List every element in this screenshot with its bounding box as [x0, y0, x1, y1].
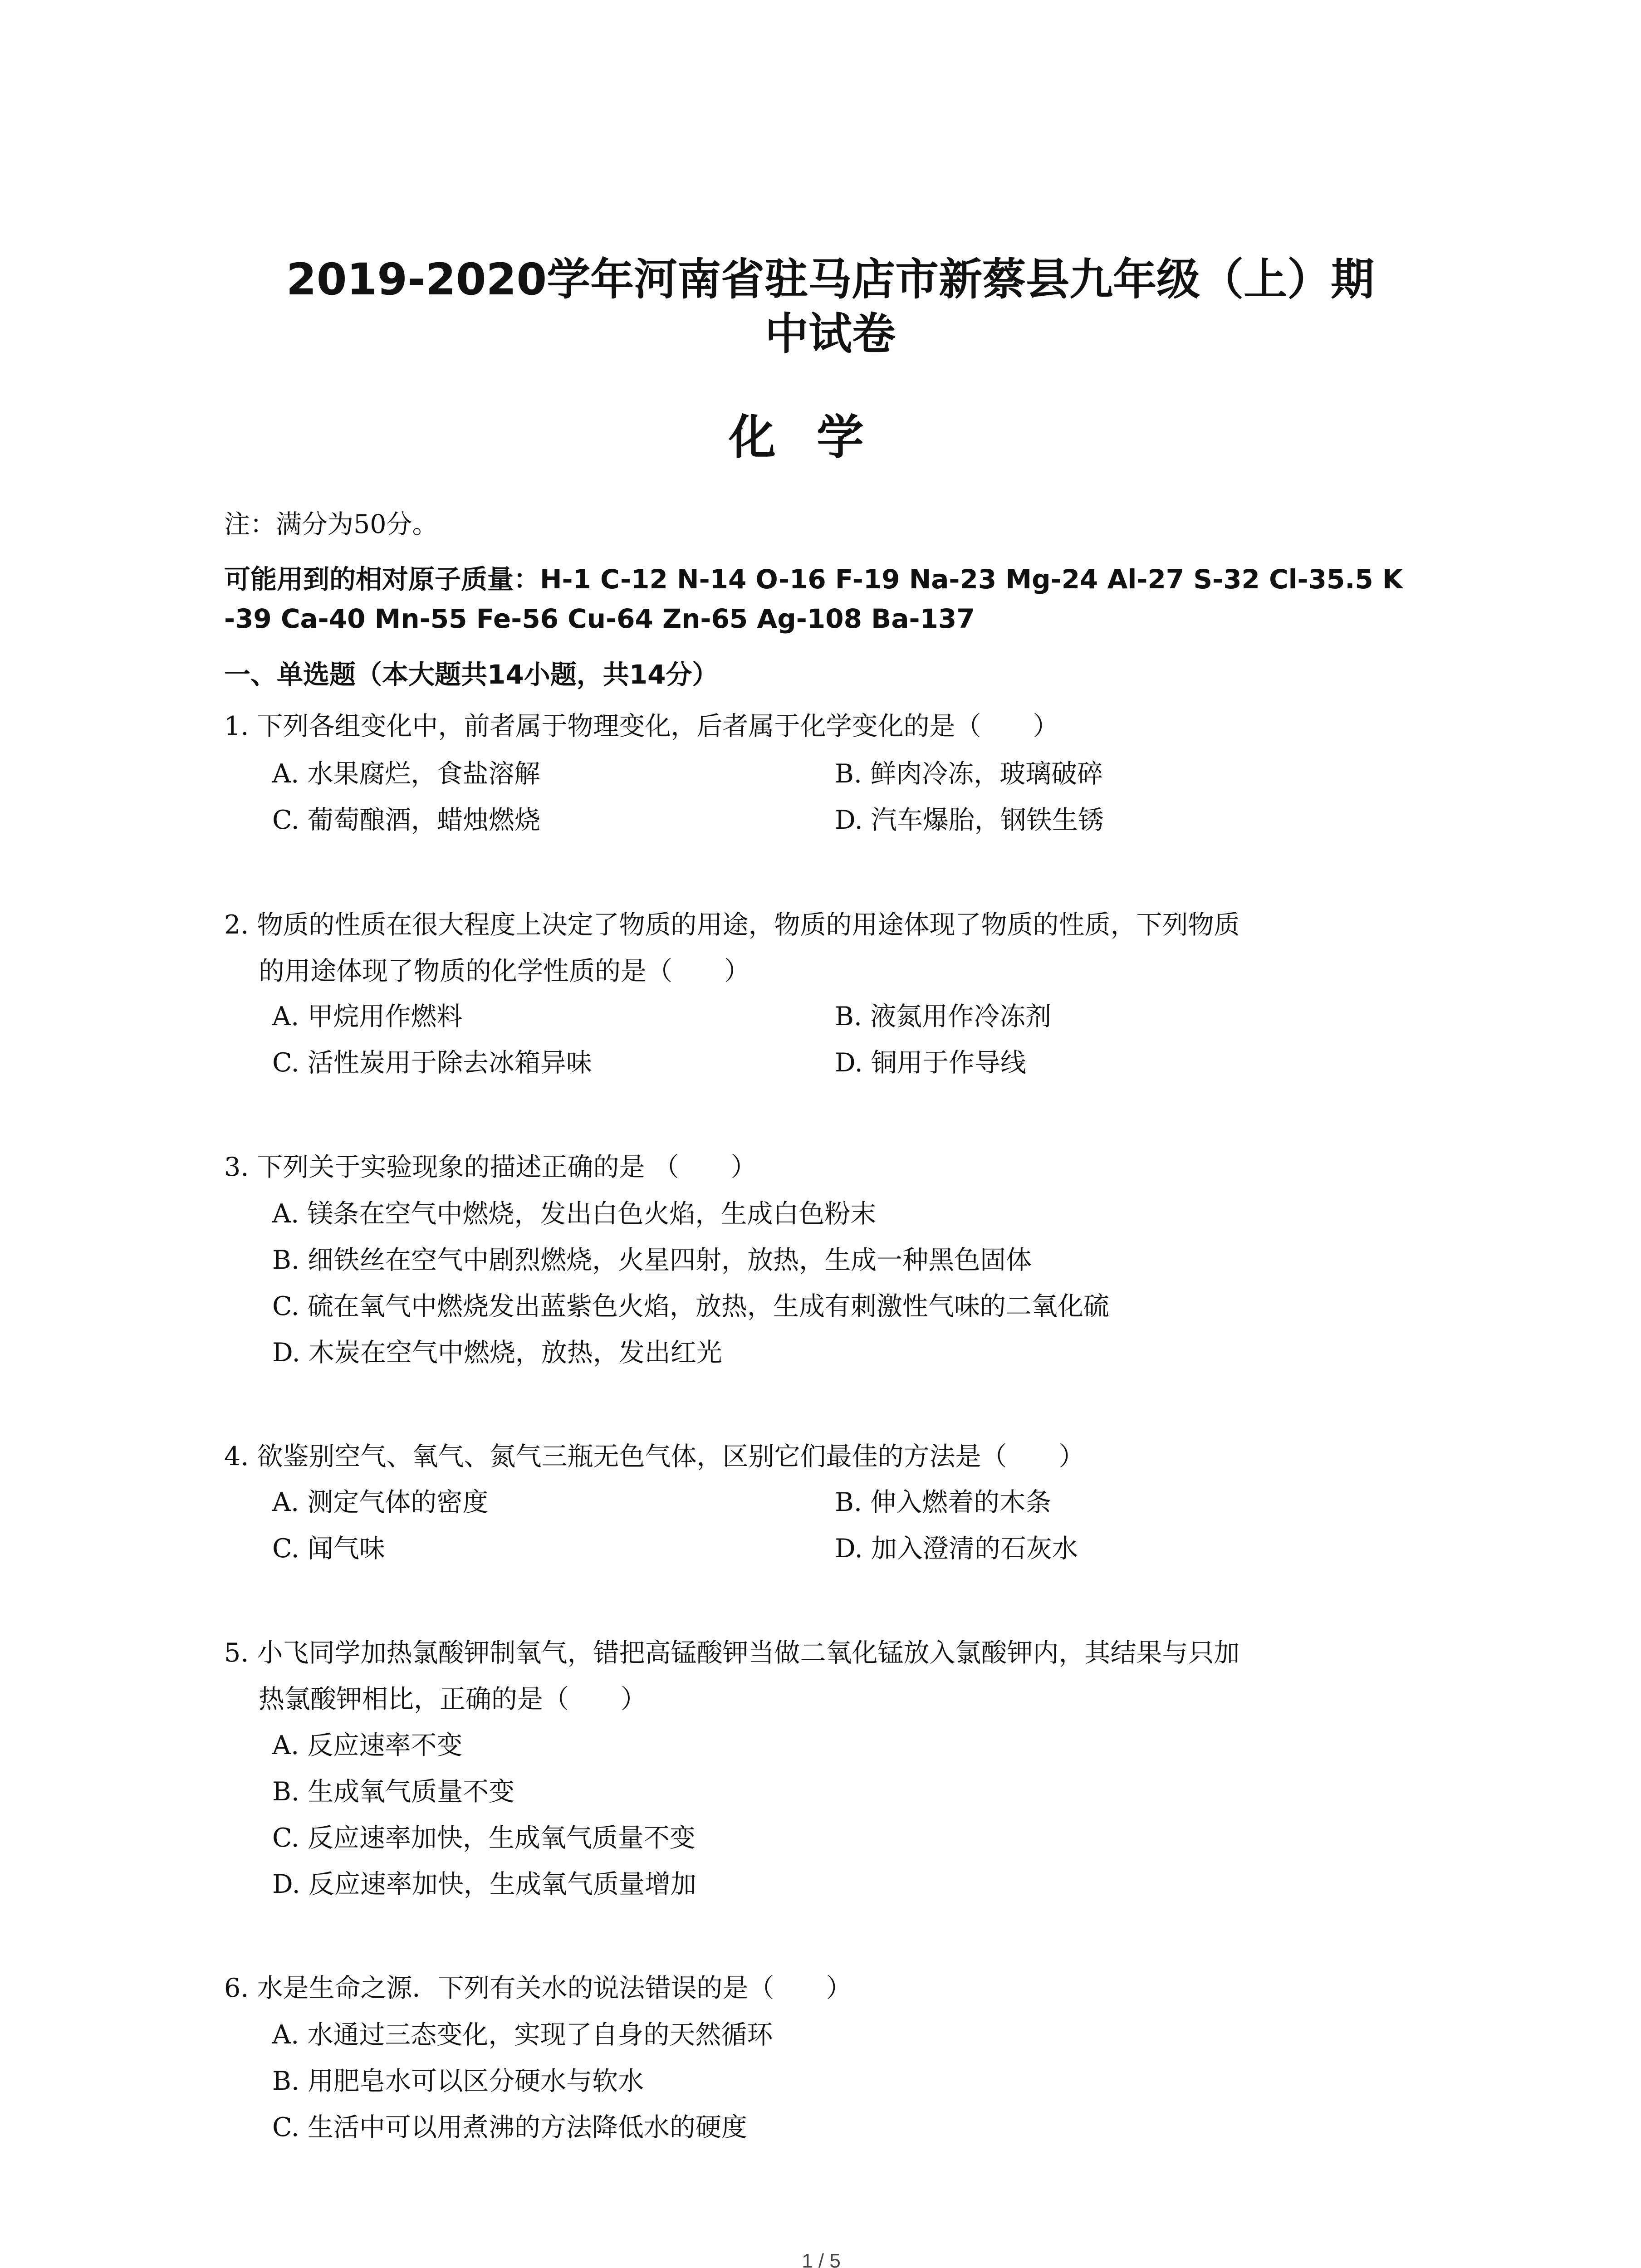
option-a: A. 甲烷用作燃料	[272, 1002, 463, 1031]
page-number: 1 / 5	[802, 2250, 841, 2268]
option-d: D. 反应速率加快，生成氧气质量增加	[272, 1869, 696, 1899]
question-stem: 6. 水是生命之源．下列有关水的说法错误的是（ ）	[224, 1973, 852, 2003]
option-c: C. 活性炭用于除去冰箱异味	[272, 1048, 592, 1078]
question-stem-cont: 热氯酸钾相比，正确的是（ ）	[259, 1684, 647, 1714]
option-b: B. 细铁丝在空气中剧烈燃烧，火星四射，放热，生成一种黑色固体	[272, 1245, 1032, 1275]
exam-title-line2: 中试卷	[765, 308, 896, 359]
question-stem: 4. 欲鉴别空气、氧气、氮气三瓶无色气体，区别它们最佳的方法是（ ）	[224, 1442, 1085, 1471]
option-a: A. 水通过三态变化，实现了自身的天然循环	[272, 2020, 773, 2050]
option-c: C. 反应速率加快，生成氧气质量不变	[272, 1823, 696, 1853]
atomic-mass-line2: -39 Ca-40 Mn-55 Fe-56 Cu-64 Zn-65 Ag-108 Ba-137	[224, 603, 975, 634]
question-stem: 2. 物质的性质在很大程度上决定了物质的用途，物质的用途体现了物质的性质，下列物质	[224, 910, 1240, 940]
score-note: 注：满分为50分。	[224, 509, 438, 539]
option-b: B. 液氮用作冷冻剂	[835, 1002, 1052, 1031]
section-heading: 一、单选题（本大题共14小题，共14分）	[224, 659, 719, 690]
option-a: A. 反应速率不变	[272, 1730, 463, 1760]
option-a: A. 水果腐烂，食盐溶解	[272, 759, 540, 789]
question-stem: 1. 下列各组变化中，前者属于物理变化，后者属于化学变化的是（ ）	[224, 711, 1059, 741]
option-b: B. 鲜肉冷冻，玻璃破碎	[835, 759, 1103, 789]
option-c: C. 葡萄酿酒，蜡烛燃烧	[272, 805, 540, 835]
option-c: C. 生活中可以用煮沸的方法降低水的硬度	[272, 2112, 747, 2142]
option-a: A. 测定气体的密度	[272, 1487, 489, 1517]
option-d: D. 汽车爆胎，钢铁生锈	[835, 805, 1104, 835]
question-stem: 3. 下列关于实验现象的描述正确的是 （ ）	[224, 1152, 757, 1182]
question-stem: 5. 小飞同学加热氯酸钾制氧气，错把高锰酸钾当做二氧化锰放入氯酸钾内，其结果与只加	[224, 1638, 1240, 1668]
option-d: D. 木炭在空气中燃烧，放热，发出红光	[272, 1338, 722, 1368]
exam-title-line1: 2019-2020学年河南省驻马店市新蔡县九年级（上）期	[286, 254, 1375, 305]
subject-heading: 化学	[728, 410, 905, 465]
option-c: C. 闻气味	[272, 1534, 385, 1564]
question-stem-cont: 的用途体现了物质的化学性质的是（ ）	[259, 956, 750, 986]
option-b: B. 生成氧气质量不变	[272, 1777, 515, 1807]
option-d: D. 加入澄清的石灰水	[835, 1534, 1078, 1564]
option-d: D. 铜用于作导线	[835, 1048, 1026, 1078]
option-a: A. 镁条在空气中燃烧，发出白色火焰，生成白色粉末	[272, 1199, 877, 1229]
atomic-mass-line1: 可能用到的相对原子质量：H-1 C-12 N-14 O-16 F-19 Na-23 Mg-24 Al-27 S-32 Cl-35.5 K	[224, 564, 1403, 595]
option-b: B. 伸入燃着的木条	[835, 1487, 1052, 1517]
option-b: B. 用肥皂水可以区分硬水与软水	[272, 2066, 644, 2096]
option-c: C. 硫在氧气中燃烧发出蓝紫色火焰，放热，生成有刺激性气味的二氧化硫	[272, 1291, 1109, 1321]
